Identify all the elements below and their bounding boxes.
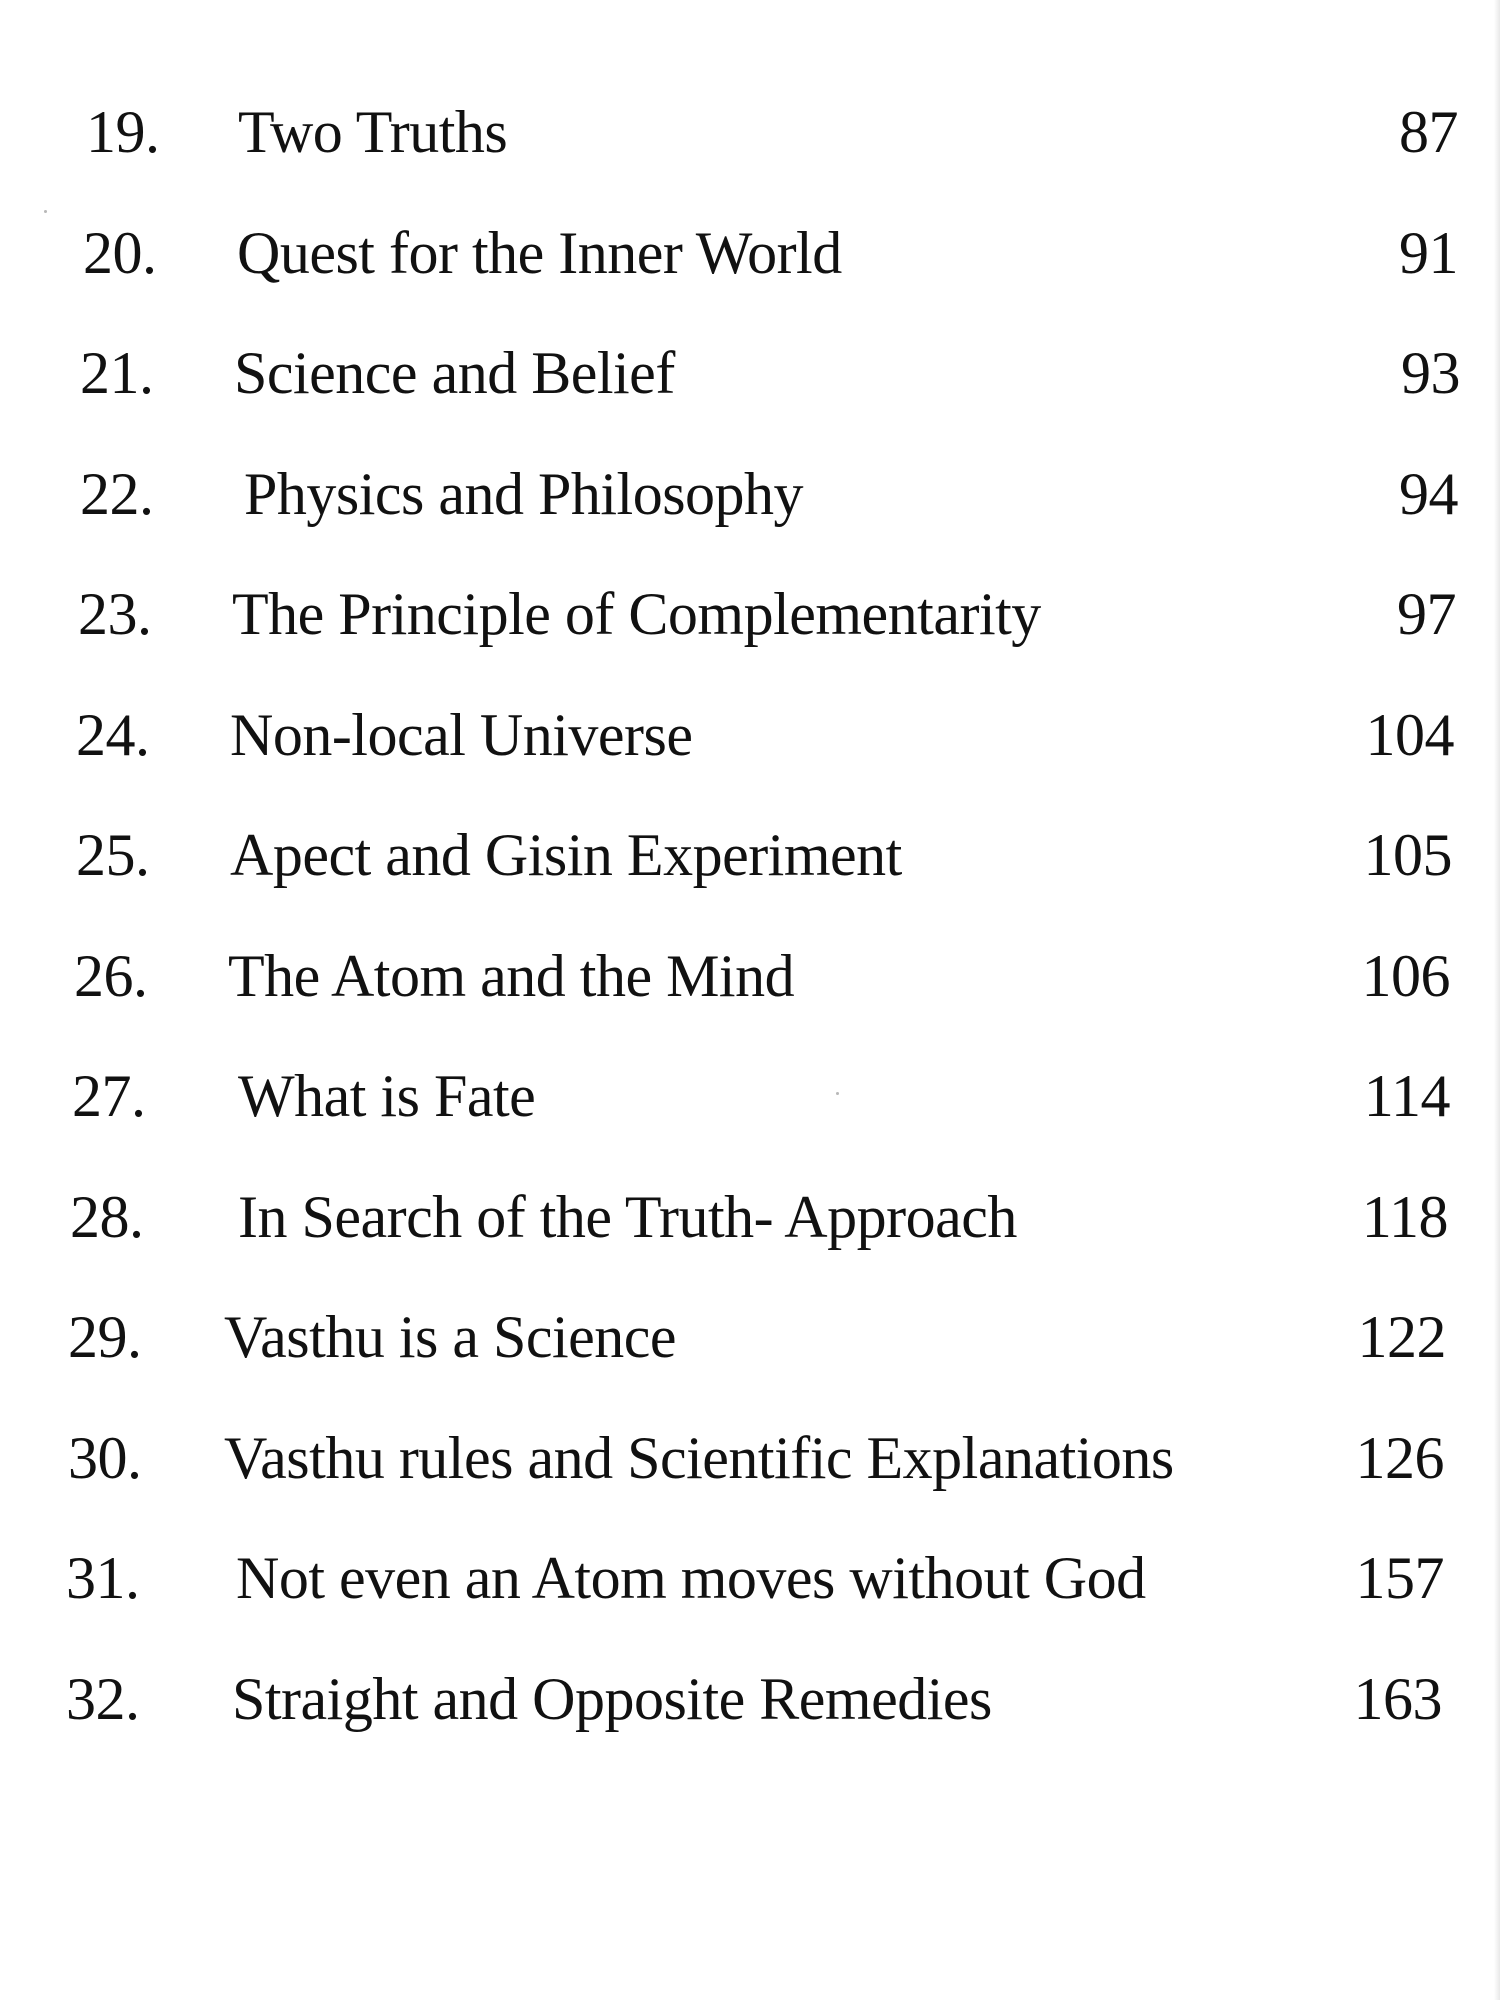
toc-entry [0, 936, 1500, 1057]
toc-entry-number: 20. [83, 219, 157, 286]
toc-entry-number: 30. [68, 1424, 142, 1491]
toc-entry-number: 22. [80, 460, 154, 527]
toc-entry [0, 1297, 1500, 1418]
toc-entry-title: Vasthu rules and Scientific Explanations [224, 1424, 1174, 1491]
toc-entry-page: 104 [1365, 701, 1454, 768]
toc-entry-page: 91 [1399, 219, 1458, 286]
toc-entry-title: Physics and Philosophy [244, 460, 804, 527]
toc-entry-title: Straight and Opposite Remedies [232, 1665, 992, 1732]
toc-entry-title: The Atom and the Mind [228, 942, 795, 1009]
toc-entry [0, 1538, 1500, 1659]
toc-entry-page: 118 [1361, 1183, 1448, 1250]
table-of-contents [0, 92, 1500, 1779]
toc-entry-page: 126 [1355, 1424, 1444, 1491]
toc-entry-title: In Search of the Truth- Approach [238, 1183, 1017, 1250]
toc-entry-number: 23. [78, 581, 152, 647]
toc-entry-number: 29. [68, 1304, 142, 1370]
toc-entry-title: Not even an Atom moves without God [236, 1545, 1146, 1611]
toc-entry-title: Two Truths [238, 99, 508, 165]
toc-entry-title: Quest for the Inner World [237, 219, 842, 286]
toc-entry [0, 574, 1500, 695]
toc-entry [0, 1177, 1500, 1298]
toc-entry-number: 21. [80, 340, 154, 406]
toc-entry-title: The Principle of Complementarity [232, 581, 1041, 647]
toc-entry-number: 32. [66, 1665, 140, 1732]
toc-entry-number: 28. [70, 1183, 144, 1250]
toc-entry-title: What is Fate [238, 1063, 536, 1129]
toc-entry-page: 157 [1355, 1545, 1444, 1611]
toc-entry-title: Vasthu is a Science [224, 1304, 677, 1370]
toc-entry-page: 163 [1353, 1665, 1442, 1732]
toc-entry-number: 27. [72, 1063, 146, 1129]
toc-entry [0, 1659, 1500, 1780]
toc-entry [0, 213, 1500, 334]
toc-entry-page: 97 [1397, 581, 1456, 647]
toc-entry [0, 1418, 1500, 1539]
toc-entry-number: 26. [74, 942, 148, 1009]
toc-entry-page: 122 [1357, 1304, 1446, 1370]
toc-entry-page: 94 [1399, 460, 1458, 527]
toc-entry-page: 93 [1401, 340, 1460, 406]
toc-entry [0, 92, 1500, 213]
toc-entry-title: Non-local Universe [230, 701, 693, 768]
toc-entry-number: 24. [76, 701, 150, 768]
toc-entry-title: Apect and Gisin Experiment [230, 822, 902, 888]
toc-entry-page: 105 [1363, 822, 1452, 888]
toc-entry-number: 31. [66, 1545, 140, 1611]
toc-entry-page: 114 [1363, 1063, 1450, 1129]
toc-entry-number: 25. [76, 822, 150, 888]
toc-entry [0, 815, 1500, 936]
toc-entry [0, 333, 1500, 454]
toc-entry [0, 695, 1500, 816]
toc-entry-number: 19. [86, 99, 160, 165]
toc-entry [0, 1056, 1500, 1177]
toc-entry-title: Science and Belief [234, 340, 675, 406]
toc-entry-page: 87 [1399, 99, 1458, 165]
toc-entry-page: 106 [1361, 942, 1450, 1009]
toc-entry [0, 454, 1500, 575]
